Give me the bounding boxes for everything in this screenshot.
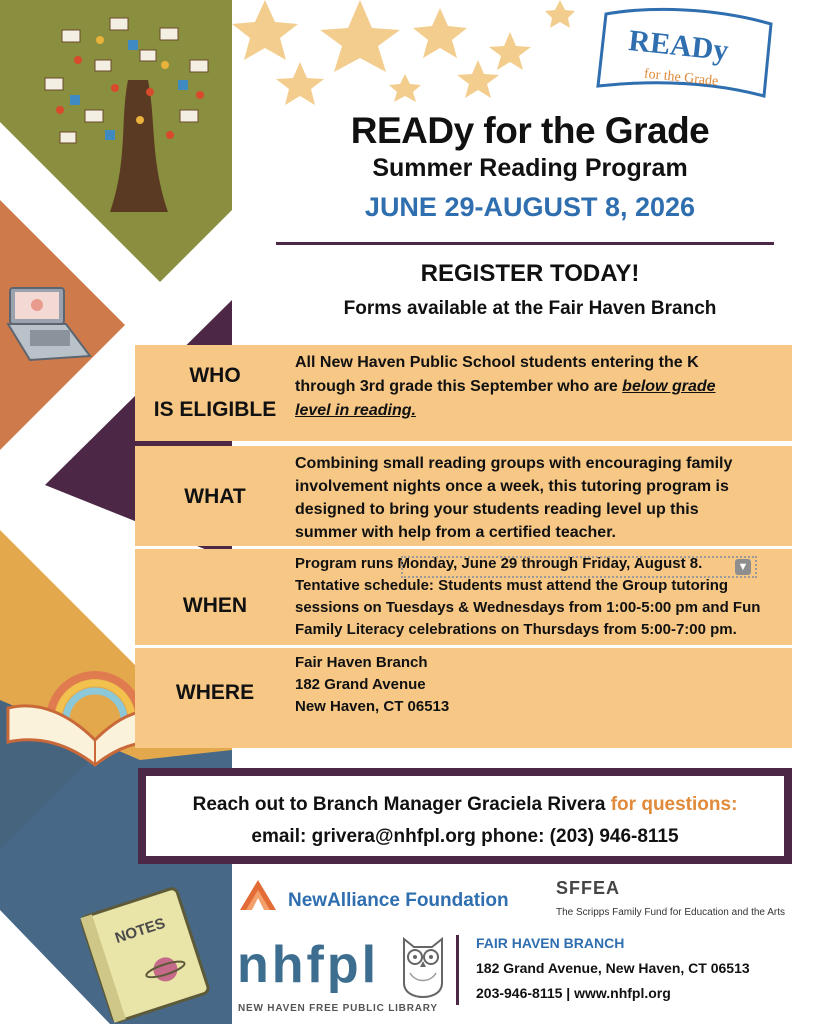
below-grade-emphasis: below grade <box>622 378 716 395</box>
footer-divider <box>456 935 459 1005</box>
logo-subtitle-text: for the Grade <box>643 66 719 90</box>
row-who <box>135 345 792 441</box>
newalliance-logo-icon <box>240 880 276 916</box>
when-text: Program runs Monday, June 29 through Friday, August 8. Tentative schedule: Students must attend the Group tutoring sessions on Tuesdays & Wednesdays from 1:00-5:00 pm and Fun Family Literacy celebrations on Thursdays from 5:00-7:00 pm. <box>295 555 761 638</box>
row-where <box>135 648 792 748</box>
register-heading: REGISTER TODAY! <box>420 260 640 287</box>
page-title: READy for the Grade <box>350 110 710 151</box>
program-dates: JUNE 29-AUGUST 8, 2026 <box>364 192 696 222</box>
who-text: All New Haven Public School students entering the K through 3rd grade this September who are below grade level in reading. <box>295 354 716 419</box>
contact-box <box>138 768 792 864</box>
chevron-down-icon[interactable]: ▼ <box>735 559 751 575</box>
branch-contact: 203-946-8115 | www.nhfpl.org <box>476 985 671 1001</box>
where-text: Fair Haven Branch 182 Grand Avenue New Haven, CT 06513 <box>295 654 450 715</box>
nhfpl-logo-text: nhfpl <box>237 936 380 994</box>
who-label: WHO IS ELIGIBLE <box>153 364 277 421</box>
contact-heading: Reach out to Branch Manager Graciela Rivera for questions: <box>192 794 738 815</box>
logo-ready-text: READy <box>627 24 730 68</box>
row-when <box>135 549 792 645</box>
text-selection-outline[interactable] <box>401 556 757 578</box>
what-label: WHAT <box>184 485 246 508</box>
ready-logo <box>596 6 778 100</box>
page-subtitle: Summer Reading Program <box>372 154 688 182</box>
newalliance-logo-text: NewAlliance Foundation <box>288 890 509 911</box>
sffea-title: SFFEA <box>556 878 621 898</box>
star-decoration <box>232 0 575 105</box>
row-what <box>135 446 792 546</box>
owl-icon <box>398 933 448 999</box>
branch-name: FAIR HAVEN BRANCH <box>476 935 625 951</box>
branch-address: 182 Grand Avenue, New Haven, CT 06513 <box>476 960 750 976</box>
header-divider <box>276 242 774 245</box>
forms-note: Forms available at the Fair Haven Branch <box>343 298 717 319</box>
nhfpl-logo-subtitle: NEW HAVEN FREE PUBLIC LIBRARY <box>238 1003 438 1014</box>
contact-details: email: grivera@nhfpl.org phone: (203) 946-8115 <box>251 826 679 847</box>
where-label: WHERE <box>175 681 255 704</box>
what-text: Combining small reading groups with encouraging family involvement nights once a week, this tutoring program is designed to bring your students reading level up this summer with help from a certified teacher. <box>295 455 733 541</box>
sffea-subtitle: The Scripps Family Fund for Education and the Arts <box>556 907 785 918</box>
when-label: WHEN <box>182 594 248 617</box>
svg-text:NOTES: NOTES <box>112 914 168 947</box>
